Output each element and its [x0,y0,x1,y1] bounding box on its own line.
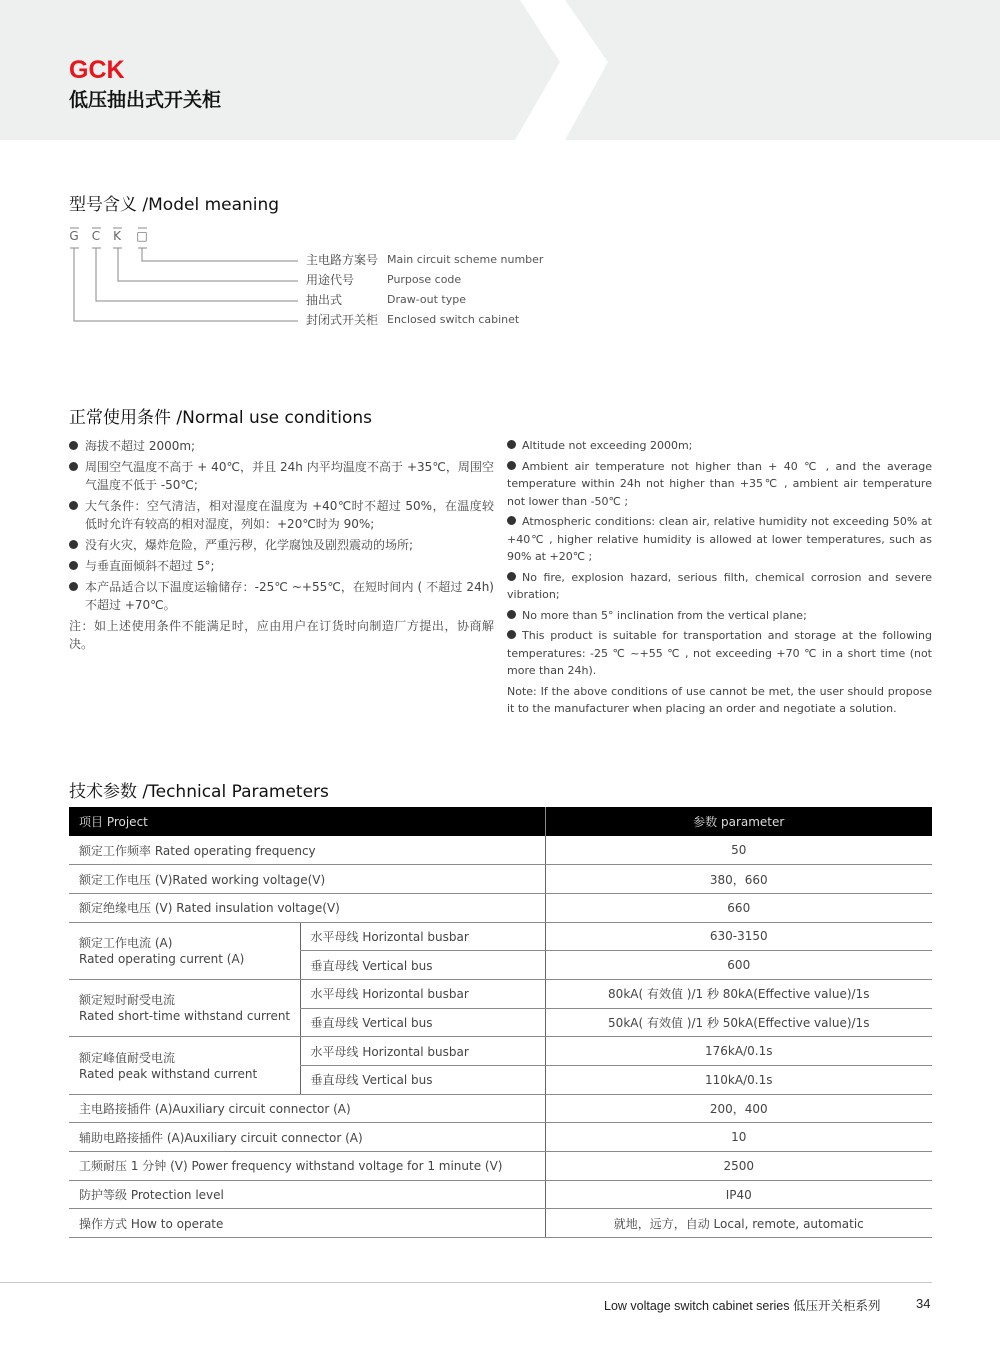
code-letter: □ [136,229,148,243]
footer-series: Low voltage switch cabinet series 低压开关柜系列 [604,1299,881,1313]
bullet-icon [69,501,78,510]
sub-label: 水平母线 Horizontal busbar [300,922,545,951]
code-desc-zh: 封闭式开关柜 [306,313,379,327]
row-label: 工频耐压 1 分钟 (V) Power frequency withstand voltage for 1 minute (V) [69,1152,545,1181]
sub-label: 水平母线 Horizontal busbar [300,979,545,1008]
group-label-zh: 额定峰值耐受电流 [79,1050,176,1065]
condition-text: 与垂直面倾斜不超过 5°; [85,559,215,573]
bullet-icon [69,582,78,591]
row-value: 380，660 [545,865,932,894]
table-row [69,1209,932,1238]
table-row [69,1180,932,1209]
condition-text: 没有火灾，爆炸危险，严重污秽，化学腐蚀及剧烈震动的场所; [85,538,414,552]
section-title-technical: 技术参数 /Technical Parameters [69,782,329,802]
sub-label: 垂直母线 Vertical bus [300,951,545,980]
bullet-icon [507,572,516,581]
condition-item [69,557,494,575]
bullet-icon [69,441,78,450]
row-value: IP40 [545,1180,932,1209]
code-desc-en: Purpose code [387,273,462,286]
row-value: 660 [545,893,932,922]
header-parameter: 参数 parameter [545,807,932,836]
condition-item [507,627,932,680]
row-value: 50kA( 有效值 )/1 秒 50kA(Effective value)/1s [545,1008,932,1037]
group-label [69,1037,300,1094]
code-desc-zh: 抽出式 [306,293,343,307]
group-label-en: Rated peak withstand current [79,1066,258,1081]
table-header-row [69,807,932,836]
sub-label: 垂直母线 Vertical bus [300,1008,545,1037]
group-label-zh: 额定短时耐受电流 [79,993,176,1008]
bullet-icon [69,462,78,471]
condition-text: 本产品适合以下温度运输储存：-25℃ ~+55℃，在短时间内 ( 不超过 24h) 不超过 +70℃。 [85,580,494,612]
condition-text: Ambient air temperature not higher than + 40 ℃ , and the average temperature within 24h not higher than +35℃ , ambient air temperature not lower than -50℃ ; [507,459,932,508]
code-desc-en: Draw-out type [387,293,466,306]
table-row [69,1037,932,1066]
section-title-conditions: 正常使用条件 /Normal use conditions [69,408,372,428]
row-label: 额定绝缘电压 (V) Rated insulation voltage(V) [69,893,545,922]
bullet-icon [507,461,516,470]
bullet-icon [507,516,516,525]
row-value: 176kA/0.1s [545,1037,932,1066]
condition-item [507,569,932,604]
table-row [69,865,932,894]
sub-label: 垂直母线 Vertical bus [300,1066,545,1095]
code-letter: G [69,229,79,243]
condition-item [507,458,932,511]
table-row [69,1094,932,1123]
table-row [69,893,932,922]
sub-label: 水平母线 Horizontal busbar [300,1037,545,1066]
condition-item [69,497,494,533]
section-title-model-meaning: 型号含义 /Model meaning [69,195,280,215]
table-row [69,922,932,951]
row-value: 630-3150 [545,922,932,951]
row-value: 10 [545,1123,932,1152]
condition-item [507,437,932,455]
code-letter: C [91,229,101,243]
group-label [69,922,300,979]
condition-text: 海拔不超过 2000m; [85,439,196,453]
table-row [69,836,932,865]
condition-note-zh: 注：如上述使用条件不能满足时，应由用户在订货时向制造厂方提出，协商解决。 [69,619,494,651]
condition-item [507,607,932,625]
row-value: 600 [545,951,932,980]
conditions-en-list [507,437,932,718]
condition-item [69,437,494,455]
condition-text: No fire, explosion hazard, serious filth, chemical corrosion and severe vibration; [507,570,932,601]
group-label-en: Rated operating current (A) [79,951,245,966]
brand-title: GCK [69,56,125,84]
code-desc-en: Enclosed switch cabinet [387,313,520,326]
model-code-diagram [60,225,560,335]
code-desc-zh: 主电路方案号 [306,253,379,267]
table-row [69,1152,932,1181]
row-value: 就地，远方，自动 Local, remote, automatic [545,1209,932,1238]
row-label: 辅助电路接插件 (A)Auxiliary circuit connector (A) [69,1123,545,1152]
row-label: 额定工作频率 Rated operating frequency [69,836,545,865]
group-label-zh: 额定工作电流 (A) [79,935,173,950]
condition-text: Altitude not exceeding 2000m; [522,439,693,452]
condition-item [69,536,494,554]
bullet-icon [69,561,78,570]
condition-text: 大气条件：空气清洁，相对湿度在温度为 +40℃时不超过 50%，在温度较低时允许有较高的相对湿度，列如：+20℃时为 90%; [85,499,494,531]
page-number: 34 [916,1296,931,1311]
row-value: 2500 [545,1152,932,1181]
row-label: 操作方式 How to operate [69,1209,545,1238]
group-label [69,979,300,1036]
code-desc-en: Main circuit scheme number [387,253,544,266]
condition-text: This product is suitable for transportation and storage at the following temperatures: -25 ℃ ~+55 ℃ , not exceeding +70 ℃ in a short time (not more than 24h). [507,629,932,677]
header-project: 项目 Project [69,807,545,836]
technical-parameters-table [69,807,932,1238]
row-label: 防护等级 Protection level [69,1180,545,1209]
condition-item [69,458,494,494]
row-label: 额定工作电压 (V)Rated working voltage(V) [69,865,545,894]
bullet-icon [507,440,516,449]
condition-note-en: Note: If the above conditions of use cannot be met, the user should propose it to the manufacturer when placing an order and negotiate a solution. [507,684,932,715]
bullet-icon [69,540,78,549]
row-value: 110kA/0.1s [545,1066,932,1095]
condition-text: 周围空气温度不高于 + 40℃，并且 24h 内平均温度不高于 +35℃，周围空气温度不低于 -50℃; [85,460,494,492]
table-row [69,979,932,1008]
group-label-en: Rated short-time withstand current [79,1009,291,1024]
row-label: 主电路接插件 (A)Auxiliary circuit connector (A) [69,1094,545,1123]
row-value: 200，400 [545,1094,932,1123]
condition-text: Atmospheric conditions: clean air, relative humidity not exceeding 50% at +40℃ , higher relative humidity is allowed at lower temperatures, such as 90% at +20℃ ; [507,515,932,563]
code-letter: K [113,229,121,243]
footer-divider [0,1282,932,1283]
code-desc-zh: 用途代号 [306,273,355,287]
condition-text: No more than 5° inclination from the vertical plane; [522,608,807,622]
conditions-zh-list [69,437,494,653]
bullet-icon [507,610,516,619]
table-row [69,1123,932,1152]
product-title: 低压抽出式开关柜 [69,89,222,111]
chevron-decoration [0,0,1000,140]
bullet-icon [507,630,516,639]
row-value: 50 [545,836,932,865]
condition-item [69,578,494,614]
condition-item [507,513,932,566]
header-band [0,0,1000,140]
row-value: 80kA( 有效值 )/1 秒 80kA(Effective value)/1s [545,979,932,1008]
